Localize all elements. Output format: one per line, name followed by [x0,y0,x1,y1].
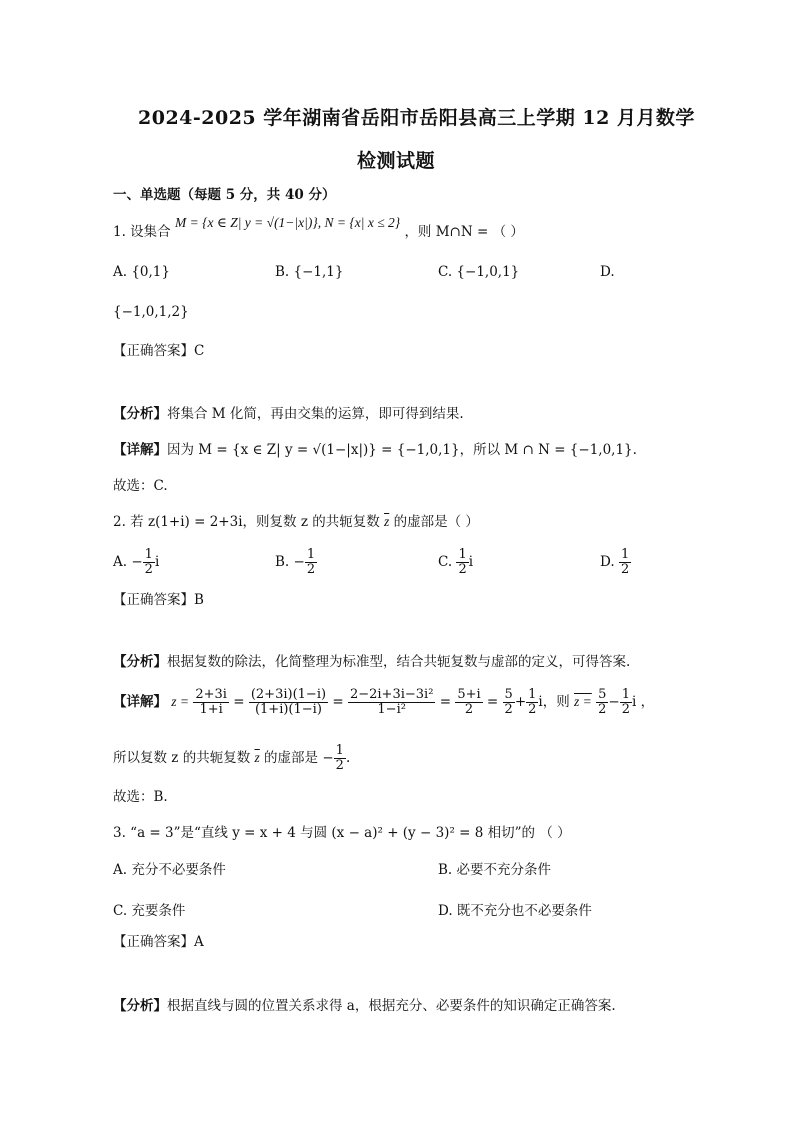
q2-option-c-fraction: $\frac{1}{2}$ [458,547,467,577]
q2-choice: 故选：B. [113,789,168,805]
q2-detail-tail: i ， [631,694,655,710]
q1-detail-label: 【详解】 [113,442,167,458]
q2-analysis-label: 【分析】 [113,654,167,670]
q2-option-d-fraction: $\frac{1}{2}$ [620,547,630,577]
q1-set-n: , N = {x| x ≤ 2} [317,215,401,230]
q1-analysis-label: 【分析】 [113,406,167,422]
q2-option-a-tail: i [154,554,160,570]
q1-prefix: 1. 设集合 [113,224,171,240]
q1-analysis-text: 将集合 M 化简，再由交集的运算，即可得到结果. [167,406,464,422]
q2-analysis [113,652,630,672]
q3-stem: 3. “a = 3”是“直线 y = x + 4 与圆 (x − a)² + (y − 3)² = 8 相切”的 （ ） [113,825,571,841]
q2-option-b [275,548,317,577]
q2-detail-frac-2: $\frac{(2+3i)(1-i)}{(1+i)(1-i)}$ [250,687,327,717]
q2-option-b-label: B. [275,554,290,570]
q1-analysis [113,404,464,424]
q2-option-d-label: D. [600,554,615,570]
q3-option-d: D. 既不充分也不必要条件 [438,903,592,919]
q2-detail-frac-8: $\frac{1}{2}$ [621,687,630,717]
q2-detail-frac-5: $\frac{5}{2}$ [504,687,513,717]
q1-answer: 【正确答案】C [113,343,205,359]
q2-answer: 【正确答案】B [113,592,204,608]
q1-option-d-value: {−1,0,1,2} [113,304,189,320]
q3-answer: 【正确答案】A [113,934,204,950]
q2-option-c-tail: i [468,554,474,570]
q2-detail-frac-6: $\frac{1}{2}$ [528,687,537,717]
q2-detail-frac-1: $\frac{2+3i}{1+i}$ [195,687,227,717]
q2-conclusion-a: 所以复数 z 的共轭复数 [113,750,255,766]
q2-option-b-fraction: $\frac{1}{2}$ [306,547,316,577]
q1-detail-text: 因为 M = {x ∈ Z| y = √(1−|x|)} = {−1,0,1}，所以 M ∩ N = {−1,0,1}. [167,442,637,458]
q1-option-b: B. {−1,1} [275,264,344,280]
paper-title-line-2: 检测试题 [357,150,436,172]
section-heading: 一、单选题（每题 5 分，共 40 分） [113,187,336,203]
q2-conclusion-frac: $\frac{1}{2}$ [335,743,344,773]
q2-detail-plus: + [514,694,527,710]
q2-conclusion: 所以复数 z 的共轭复数 $\overline{z}$ 的虚部是 − $\frac{1}{2}$ . [113,743,351,773]
q2-detail-z: z = [171,694,190,709]
q2-analysis-text: 根据复数的除法，化简整理为标准型，结合共轭复数与虚部的定义，可得答案. [167,654,631,670]
q2-detail-then: ，则 [542,694,570,710]
q2-conclusion-b: 的虚部是 − [259,750,334,766]
q2-detail-i: i [538,694,543,710]
q3-analysis [113,996,616,1016]
q3-analysis-label: 【分析】 [113,998,167,1014]
q2-stem-b: 的虚部是（ ） [389,514,479,530]
q2-stem-a: 2. 若 z(1+i) = 2+3i，则复数 z 的共轭复数 [113,514,385,530]
q2-detail-label: 【详解】 [113,694,167,710]
q1-option-d: D. [600,264,615,280]
q1-set-m: M = {x ∈ Z| y = √(1−|x|)} [174,215,318,230]
q1-stem [113,215,524,242]
q2-detail-frac-3: $\frac{\text{2−2i+3i−3i²}}{\text{1−i²}}$ [349,687,434,717]
q2-zbar: $\overline{z}$ [384,514,390,529]
q2-option-a [113,548,159,577]
q1-option-c: C. {−1,0,1} [438,264,520,280]
q1-choice: 故选：C. [113,478,168,494]
q2-detail-frac-7: $\frac{5}{2}$ [598,687,607,717]
q2-option-a-fraction: $\frac{1}{2}$ [144,547,153,577]
q2-option-c-label: C. [438,554,453,570]
q2-detail: 【详解】 z = $\frac{2+3i}{1+i}$ = $\frac{(2+3i)(1-i)}{(1+i)(1-i)}$ = $\frac{\text{2−2i+3i−3i²}}{\text{1−i²}}$ = $\frac{5+i}{2}$ = $\frac{5}{2}$ + $\frac{1}{2}$ i，则 z = $\frac{5}{2}$ − $\frac{1}{2}$ i ， [113,687,655,717]
q1-option-a: A. {0,1} [113,264,170,280]
q2-detail-zbar: z = [574,694,592,709]
q2-option-a-sign: − [131,554,143,570]
q1-detail [113,440,637,460]
q2-detail-frac-4: $\frac{5+i}{2}$ [457,687,481,717]
paper-title-line-1: 2024-2025 学年湖南省岳阳市岳阳县高三上学期 12 月月数学 [138,107,695,129]
q2-conclusion-zbar: $\overline{z}$ [254,750,260,765]
q3-option-a: A. 充分不必要条件 [113,862,226,878]
q3-analysis-text: 根据直线与圆的位置关系求得 a，根据充分、必要条件的知识确定正确答案. [167,998,616,1014]
q2-stem [113,512,479,532]
q1-suffix: ，则 M∩N = （ ） [404,224,524,240]
q2-detail-minus: − [608,694,620,710]
q3-option-c: C. 充要条件 [113,903,186,919]
q2-option-b-sign: − [293,554,305,570]
q3-option-b: B. 必要不充分条件 [438,862,552,878]
q2-option-a-label: A. [113,554,128,570]
q2-option-d [600,548,631,577]
q2-option-c [438,548,473,577]
